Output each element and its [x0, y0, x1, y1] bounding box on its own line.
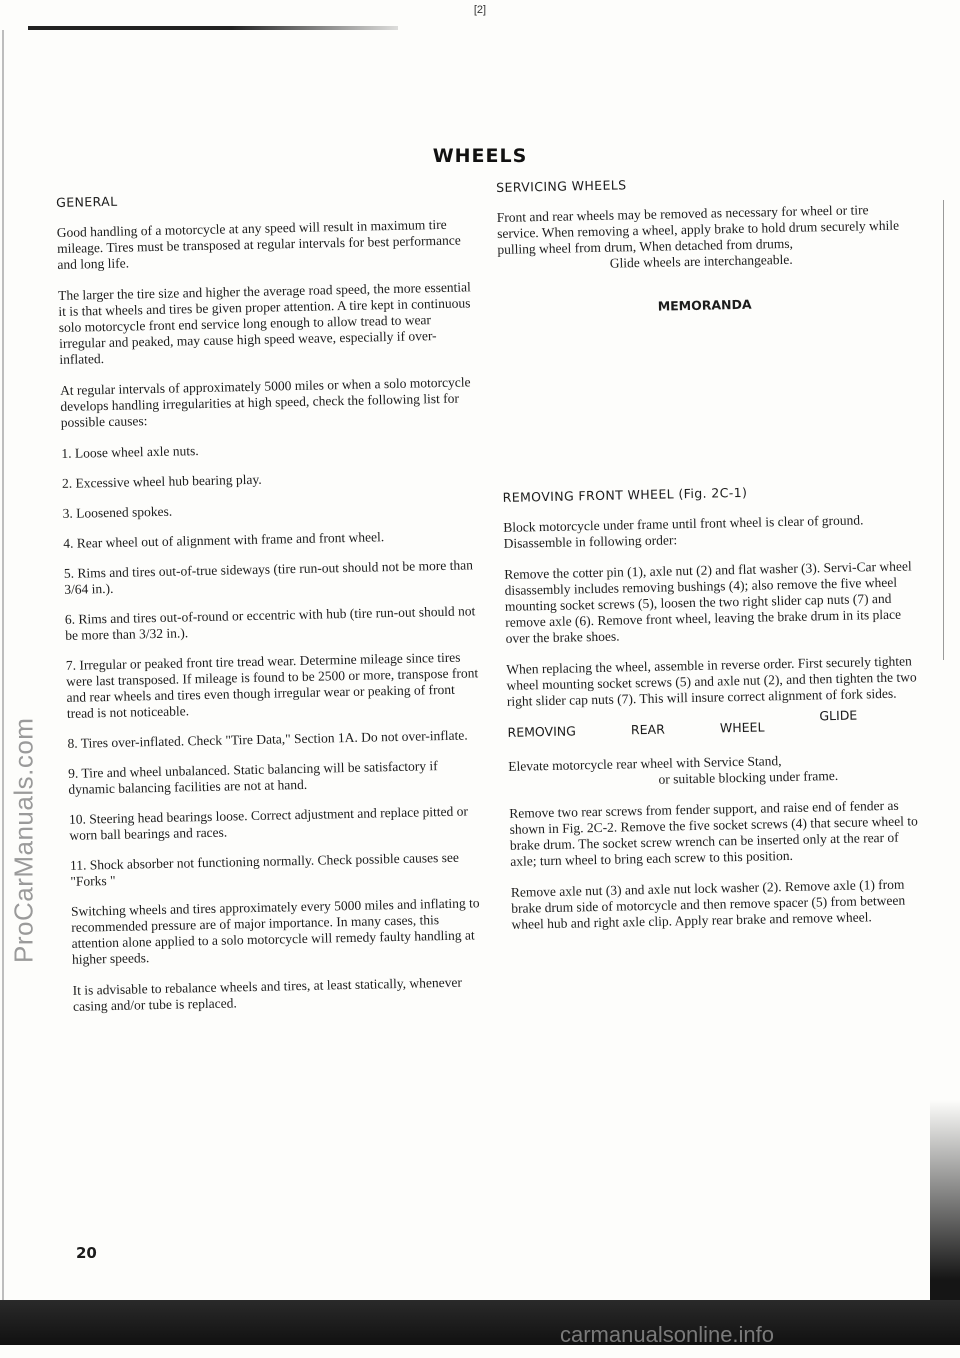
left-column — [56, 186, 491, 1030]
heading-word: GLIDE — [819, 707, 858, 724]
paragraph: Good handling of a motorcycle at any speed will result in maximum tire mileage. Tires must be transposed at regular intervals for best performance and long life. — [56, 216, 461, 272]
page-number: 20 — [76, 1244, 97, 1262]
memoranda-heading: MEMORANDA — [657, 296, 752, 314]
heading-word: REAR — [630, 721, 665, 738]
paragraph: Block motorcycle under frame until front wheel is clear of ground. Disassemble in following order: — [503, 512, 864, 551]
paragraph: When replacing the wheel, assemble in reverse order. First securely tighten wheel mounting socket screws (5) and axle nut (2), and then tighten the two right slider cap nuts (7). This will insure correct alignment of fork sides. — [506, 653, 917, 709]
removing-front-heading: REMOVING FRONT WHEEL (Fig. 2C-1) — [502, 484, 748, 505]
watermark-bottom: carmanualsonline.info — [560, 1322, 775, 1347]
page-marker: [2] — [473, 4, 487, 16]
list-item: 9. Tire and wheel unbalanced. Static balancing will be satisfactory if dynamic balancing facilities are not at hand. — [67, 758, 438, 797]
list-item: 11. Shock absorber not functioning normally. Check possible causes see "Forks " — [69, 849, 460, 889]
list-item: 2. Excessive wheel hub bearing play. — [61, 471, 262, 491]
paragraph: Remove two rear screws from fender support, and raise end of fender as shown in Fig. 2C-2. Remove the five socket screws (4) that secure wheel to brake drum. The socket screw wrench can be inserted only at the rear of axle; turn wheel to bring each screw to this position. — [509, 797, 918, 869]
page-title: WHEELS — [432, 145, 528, 167]
paragraph: Front and rear wheels may be removed as necessary for wheel or tire service. When removing a wheel, apply brake to hold drum securely while pulling wheel from drum, When detached from drums, — [496, 202, 900, 257]
paragraph: Switching wheels and tires approximately every 5000 miles and inflating to recommended pressure are of major importance. In many cases, this attention alone applied to a solo motorcycle will remedy faulty handling at higher speeds. — [70, 895, 480, 967]
paragraph: Remove the cotter pin (1), axle nut (2) and flat washer (3). Servi-Car wheel disassembly includes removing bushings (4); also remove the five wheel mounting socket screws (5), loosen the two right slider cap nuts (7) and remove axle (6). Remove front wheel, leaving the brake drum in its place over the brake shoes. — [504, 558, 912, 646]
scan-right-edge — [943, 200, 944, 660]
right-column — [496, 171, 924, 947]
heading-word: REMOVING — [507, 723, 576, 740]
list-item: 10. Steering head bearings loose. Correct adjustment and replace pitted or worn ball bearings and races. — [68, 803, 469, 843]
paragraph: Remove axle nut (3) and axle nut lock washer (2). Remove axle (1) from brake drum side of motorcycle and then remove spacer (5) from between wheel hub and right axle clip. Apply rear brake and remove wheel. — [510, 876, 906, 932]
removing-rear-heading — [507, 707, 858, 741]
blank-space — [499, 309, 915, 490]
list-item: 7. Irregular or peaked front tire tread wear. Determine mileage since tires were last transposed. If mileage is found to be 2500 or more, transpose front and rear wheels and tires even though irregular wear or peaking of front tread is not noticeable. — [65, 649, 479, 721]
paragraph: It is advisable to rebalance wheels and tires, at least statically, whenever casing and/or tube is replaced. — [72, 974, 463, 1014]
scan-top-bar — [28, 26, 398, 30]
servicing-heading: SERVICING WHEELS — [496, 177, 627, 195]
heading-word: WHEEL — [719, 719, 765, 736]
paragraph: Glide wheels are interchangeable. — [609, 251, 793, 271]
paragraph: Elevate motorcycle rear wheel with Service Stand, — [508, 753, 782, 774]
paragraph: At regular intervals of approximately 5000 miles or when a solo motorcycle develops handling irregularities at high speed, check the following list for possible causes: — [59, 374, 471, 430]
watermark-left: ProCarManuals.com — [8, 717, 39, 963]
paragraph: or suitable blocking under frame. — [658, 767, 839, 787]
list-item: 6. Rims and tires out-of-round or eccentric with hub (tire run-out should not be more than 3/32 in.). — [64, 603, 476, 643]
list-item: 1. Loose wheel axle nuts. — [61, 443, 199, 461]
list-item: 8. Tires over-inflated. Check "Tire Data," Section 1A. Do not over-inflate. — [67, 727, 468, 751]
list-item: 3. Loosened spokes. — [62, 503, 173, 521]
list-item: 4. Rear wheel out of alignment with frame and front wheel. — [63, 529, 385, 551]
scan-bottom-right-shadow — [930, 1100, 960, 1300]
list-item: 5. Rims and tires out-of-true sideways (tire run-out should not be more than 3/64 in.). — [63, 557, 474, 597]
general-heading: GENERAL — [56, 193, 118, 210]
paragraph: The larger the tire size and higher the average road speed, the more essential it is that wheels and tires be given proper attention. A tire kept in continuous solo motorcycle front end service long enough to allow tread to wear irregular and peaked, may cause high speed weave, especially if over-inflated. — [57, 279, 471, 367]
scan-bottom-bar — [0, 1300, 960, 1345]
